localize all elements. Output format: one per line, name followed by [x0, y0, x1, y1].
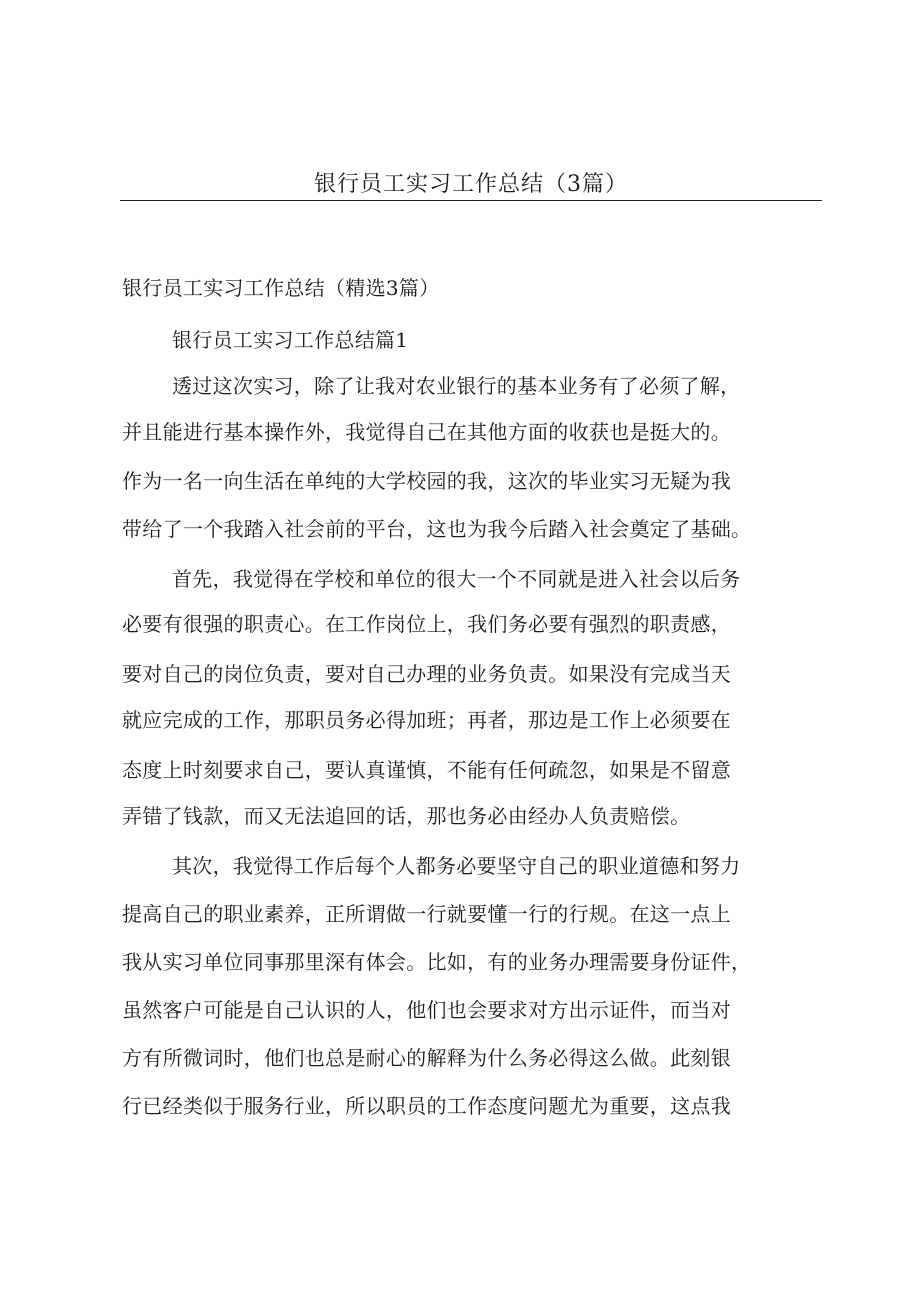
paragraph-line: 行已经类似于服务行业，所以职员的工作态度问题尤为重要，这点我 [122, 1094, 731, 1118]
paragraph-line: 带给了一个我踏入社会前的平台，这也为我今后踏入社会奠定了基础。 [122, 517, 752, 541]
paragraph-line: 要对自己的岗位负责，要对自己办理的业务负责。如果没有完成当天 [122, 662, 731, 686]
paragraph-line: 方有所微词时，他们也总是耐心的解释为什么务必得这么做。此刻银 [122, 1046, 731, 1070]
document-subtitle: 银行员工实习工作总结（精选3篇） [122, 276, 440, 300]
paragraph-line: 透过这次实习，除了让我对农业银行的基本业务有了必须了解， [172, 374, 741, 398]
paragraph-line: 态度上时刻要求自己，要认真谨慎，不能有任何疏忽，如果是不留意 [122, 758, 731, 782]
document-title: 银行员工实习工作总结（3篇） [314, 172, 628, 197]
paragraph-line: 首先，我觉得在学校和单位的很大一个不同就是进入社会以后务 [172, 567, 741, 591]
paragraph-line: 必要有很强的职责心。在工作岗位上，我们务必要有强烈的职责感， [122, 612, 731, 636]
section-heading: 银行员工实习工作总结篇1 [172, 328, 409, 352]
paragraph-line: 并且能进行基本操作外，我觉得自己在其他方面的收获也是挺大的。 [122, 420, 731, 444]
paragraph-line: 就应完成的工作，那职员务必得加班；再者，那边是工作上必须要在 [122, 708, 731, 732]
paragraph-line: 虽然客户可能是自己认识的人，他们也会要求对方出示证件，而当对 [122, 998, 731, 1022]
paragraph-line: 其次，我觉得工作后每个人都务必要坚守自己的职业道德和努力 [172, 854, 741, 878]
paragraph-line: 提高自己的职业素养，正所谓做一行就要懂一行的行规。在这一点上 [122, 902, 731, 926]
paragraph-line: 弄错了钱款，而又无法追回的话，那也务必由经办人负责赔偿。 [122, 804, 691, 828]
title-divider [120, 200, 822, 201]
paragraph-line: 作为一名一向生活在单纯的大学校园的我，这次的毕业实习无疑为我 [122, 469, 731, 493]
paragraph-line: 我从实习单位同事那里深有体会。比如，有的业务办理需要身份证件， [122, 950, 752, 974]
